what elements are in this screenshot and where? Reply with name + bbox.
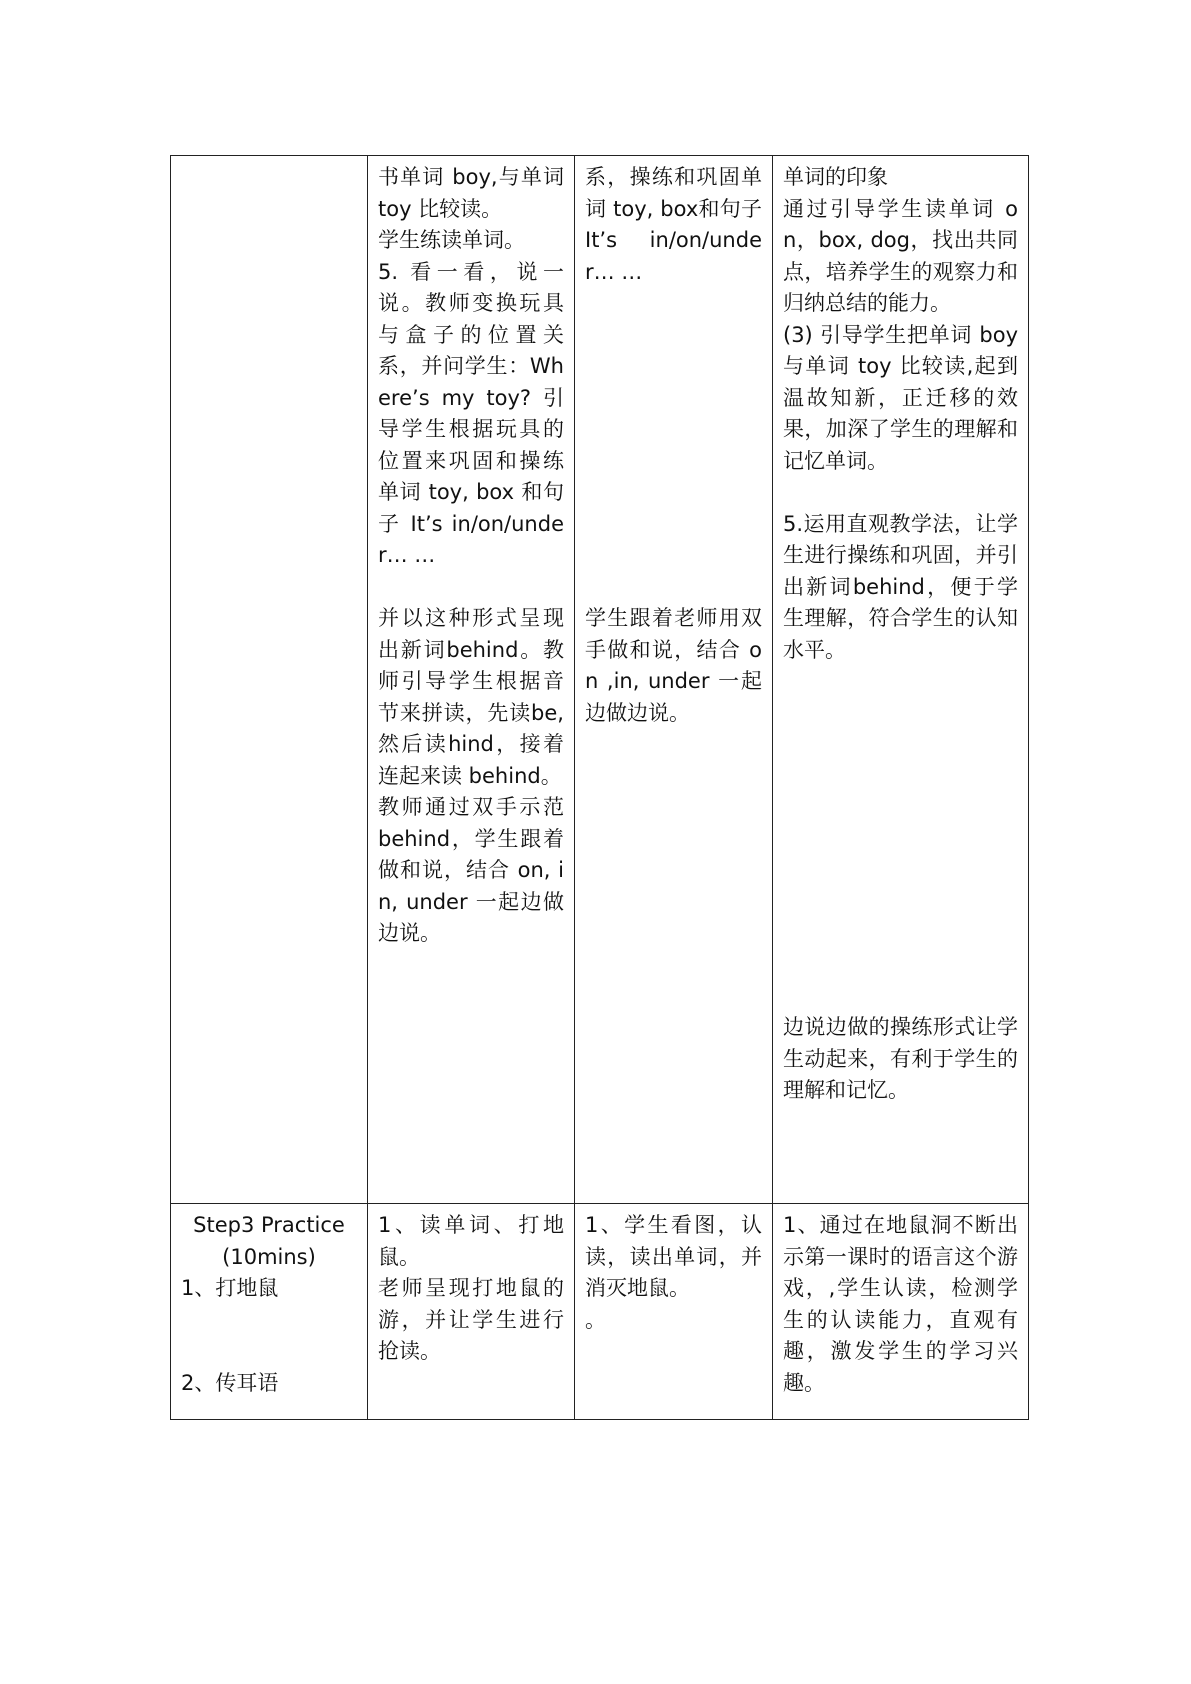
table-row bbox=[171, 156, 1029, 1204]
cell-paragraph: 1、通过在地鼠洞不断出示第一课时的语言这个游戏，,学生认读，检测学生的认读能力，直观有趣，激发学生的学习兴趣。 bbox=[783, 1213, 1018, 1395]
step-duration: (10mins) bbox=[222, 1244, 316, 1269]
step-cell bbox=[171, 1204, 368, 1420]
student-activity-cell bbox=[575, 1204, 773, 1420]
design-intent-cell bbox=[773, 1204, 1029, 1420]
lesson-plan-table bbox=[170, 155, 1029, 1420]
activity-item: 1、打地鼠 bbox=[181, 1276, 279, 1300]
student-activity-cell bbox=[575, 156, 773, 1204]
cell-paragraph: 1、读单词、打地鼠。 bbox=[378, 1213, 564, 1269]
cell-paragraph: 学生跟着老师用双手做和说，结合 on ,in, under 一起边做边说。 bbox=[585, 606, 762, 725]
cell-paragraph: 单词的印象 bbox=[783, 165, 888, 189]
step-cell bbox=[171, 156, 368, 1204]
teacher-activity-cell bbox=[368, 156, 575, 1204]
cell-paragraph: 5.运用直观教学法，让学生进行操练和巩固，并引出新词behind，便于学生理解，符合学生的认知水平。 bbox=[783, 511, 1018, 662]
cell-paragraph: 。 bbox=[585, 1307, 606, 1332]
table-row bbox=[171, 1204, 1029, 1420]
cell-paragraph: 并以这种形式呈现出新词behind。教师引导学生根据音节来拼读，先读be, 然后读hind，接着连起来读 behind。 bbox=[378, 606, 564, 788]
cell-paragraph: 边说边做的操练形式让学生动起来，有利于学生的理解和记忆。 bbox=[783, 1015, 1018, 1102]
design-intent-cell bbox=[773, 156, 1029, 1204]
cell-paragraph: (3) 引导学生把单词 boy 与单词 toy 比较读,起到温故知新，正迁移的效果，加深了学生的理解和记忆单词。 bbox=[783, 322, 1018, 473]
step-title: Step3 Practice bbox=[193, 1213, 345, 1237]
cell-paragraph: 老师呈现打地鼠的游，并让学生进行抢读。 bbox=[378, 1276, 564, 1363]
teacher-activity-cell bbox=[368, 1204, 575, 1420]
cell-paragraph: 1、学生看图，认读，读出单词，并消灭地鼠。 bbox=[585, 1213, 762, 1300]
cell-paragraph: 通过引导学生读单词 on，box, dog，找出共同点，培养学生的观察力和归纳总结的能力。 bbox=[783, 196, 1018, 315]
cell-paragraph: 学生练读单词。 bbox=[378, 228, 525, 252]
cell-paragraph: 系，操练和巩固单词 toy, box和句子 It’s in/on/under… … bbox=[585, 165, 762, 284]
cell-paragraph: 教师通过双手示范 behind，学生跟着做和说，结合 on, in, under 一起边做边说。 bbox=[378, 795, 564, 945]
cell-paragraph: 书单词 boy,与单词 toy 比较读。 bbox=[378, 165, 564, 221]
activity-item: 2、传耳语 bbox=[181, 1370, 279, 1395]
cell-paragraph: 5. 看一看，说一说。教师变换玩具与盒子的位置关系，并问学生：Where’s my toy? 引导学生根据玩具的位置来巩固和操练单词 toy, box 和句子 It’s in/on/under… … bbox=[378, 259, 564, 567]
